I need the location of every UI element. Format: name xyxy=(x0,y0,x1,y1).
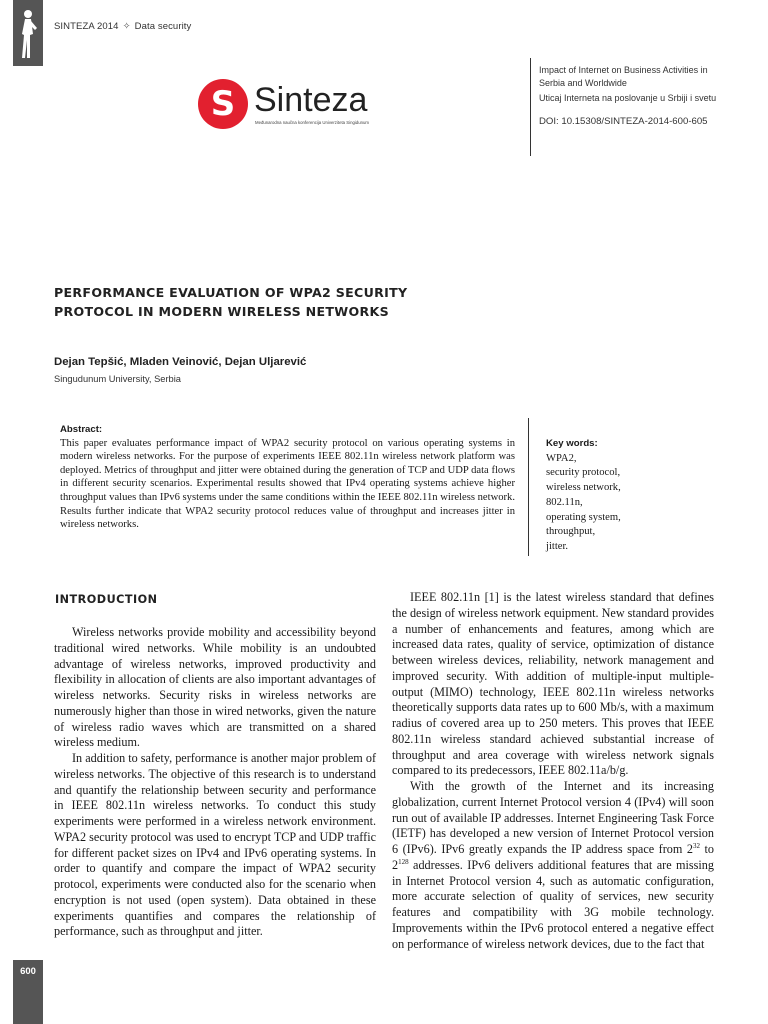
body-column-right xyxy=(392,590,714,952)
exponent: 128 xyxy=(398,857,409,866)
title-line-1: PERFORMANCE EVALUATION OF WPA2 SECURITY xyxy=(54,285,408,300)
keyword-item: operating system, xyxy=(546,511,621,523)
abstract-divider xyxy=(528,418,529,556)
conference-name: SINTEZA 2014 xyxy=(54,21,119,32)
paper-title xyxy=(54,283,407,321)
keyword-item: security protocol, xyxy=(546,467,621,479)
keyword-item: throughput, xyxy=(546,526,596,538)
logo-mark: S xyxy=(210,84,236,124)
text-run: With the growth of the Internet and its increasing globalization, current Internet Protocol version 4 (IPv4) will soon run out of available IP addresses. Internet Engineering Task Force (IETF) has developed a new version of Internet Protocol version 6 (IPv6). IPv6 greatly expands the IP address space from 2 xyxy=(392,779,714,856)
keyword-item: WPA2, xyxy=(546,452,577,464)
walking-figure-icon xyxy=(15,8,41,62)
meta-title-sr: Uticaj Interneta na poslovanje u Srbiji i svetu xyxy=(539,93,717,103)
affiliation: Singudunum University, Serbia xyxy=(54,374,181,384)
divider-vertical xyxy=(530,58,531,156)
sinteza-logo xyxy=(198,79,398,129)
paragraph: IEEE 802.11n [1] is the latest wireless standard that defines the design of wireless network equipment. New standard provides a number of enhancements and features, among which are increased data rates, quality of service, optimization of distance between wireless devices, reliability, network management and improved security. With addition of multiple-input multiple-output (MIMO) technology, IEEE 802.11n wireless networks theoretically supports data rates up to 600 Mb/s, with a maximum radius of covered area up to 250 meters. This proves that IEEE 802.11n wireless standard achieved substantial increase of throughput and area coverage with wireless network signals compared to its predecessors, IEEE 802.11a/b/g. xyxy=(392,590,714,778)
text-run: to 2 xyxy=(392,842,714,872)
paragraph: Wireless networks provide mobility and accessibility beyond traditional wired networks. While mobility is an undoubted advantage of wireless networks, improved productivity and flexibility in allocation of clients are also important advantages of wireless networks. Security risks in wireless networks are numerously higher than those in wired networks, given the nature of wireless radio waves which are transmitted on a shared wireless medium. xyxy=(54,625,376,750)
keywords xyxy=(546,437,706,555)
abstract-label: Abstract: xyxy=(60,424,103,435)
exponent: 32 xyxy=(692,841,700,850)
paragraph: In addition to safety, performance is another major problem of wireless networks. The objective of this research is to understand and quantify the relationship between security and performance in IEEE 802.11n wireless networks. To conduct this study experiments were performed in a wireless network environment. WPA2 security protocol was used to encrypt TCP and UDP traffic for different packet sizes on IPv4 and IPv6 operating systems. In order to quantify and compare the impact of WPA2 security protocol, experiments were conducted also for the scenario when encryption is not used (open system). Data obtained in these experiments quantifies and compares the relationship of performance, such as throughput and jitter. xyxy=(54,751,376,939)
keyword-item: 802.11n, xyxy=(546,496,583,508)
keyword-item: jitter. xyxy=(546,540,569,552)
doi-link[interactable]: DOI: 10.15308/SINTEZA-2014-600-605 xyxy=(539,115,708,127)
body-column-left xyxy=(54,625,376,940)
abstract xyxy=(60,423,515,532)
keywords-label: Key words: xyxy=(546,438,598,449)
logo-wordmark: Sinteza xyxy=(254,81,368,119)
title-line-2: PROTOCOL IN MODERN WIRELESS NETWORKS xyxy=(54,304,389,319)
running-head xyxy=(54,21,191,32)
logo-tagline: Međunarodna naučna konferencija Univerziteta Singidunum xyxy=(255,120,369,125)
meta-title-en: Impact of Internet on Business Activities in Serbia and Worldwide xyxy=(539,65,708,88)
paragraph xyxy=(392,779,714,952)
authors: Dejan Tepšić, Mladen Veinović, Dejan Uljarević xyxy=(54,356,307,368)
separator-icon: ✧ xyxy=(122,21,131,32)
section-name: Data security xyxy=(134,21,192,32)
page-number: 600 xyxy=(20,966,36,977)
conference-meta xyxy=(539,64,719,131)
text-run: addresses. IPv6 delivers additional features that are missing in Internet Protocol version 4, such as automatic configuration, more accurate selection of quality of services, new security features and compatibility with 3G mobile technology. Improvements within the IPv6 protocol entered a negative effect on performance of wireless network devices, due to the fact that xyxy=(392,857,714,951)
abstract-text: This paper evaluates performance impact of WPA2 security protocol on various operating systems in modern wireless networks. For the purpose of experiments IEEE 802.11n wireless network platform was deployed. Metrics of throughput and jitter were obtained during the generation of TCP and UDP data flows in different security scenarios. Experimental results showed that IPv4 operating systems achieve higher throughput values than IPv6 systems under the same conditions within the IEEE 802.11n wireless network. Results further indicate that WPA2 security protocol reduces value of throughput and increases jitter in wireless networks. xyxy=(60,437,515,531)
section-heading-introduction: INTRODUCTION xyxy=(55,593,158,606)
keyword-item: wireless network, xyxy=(546,482,621,494)
